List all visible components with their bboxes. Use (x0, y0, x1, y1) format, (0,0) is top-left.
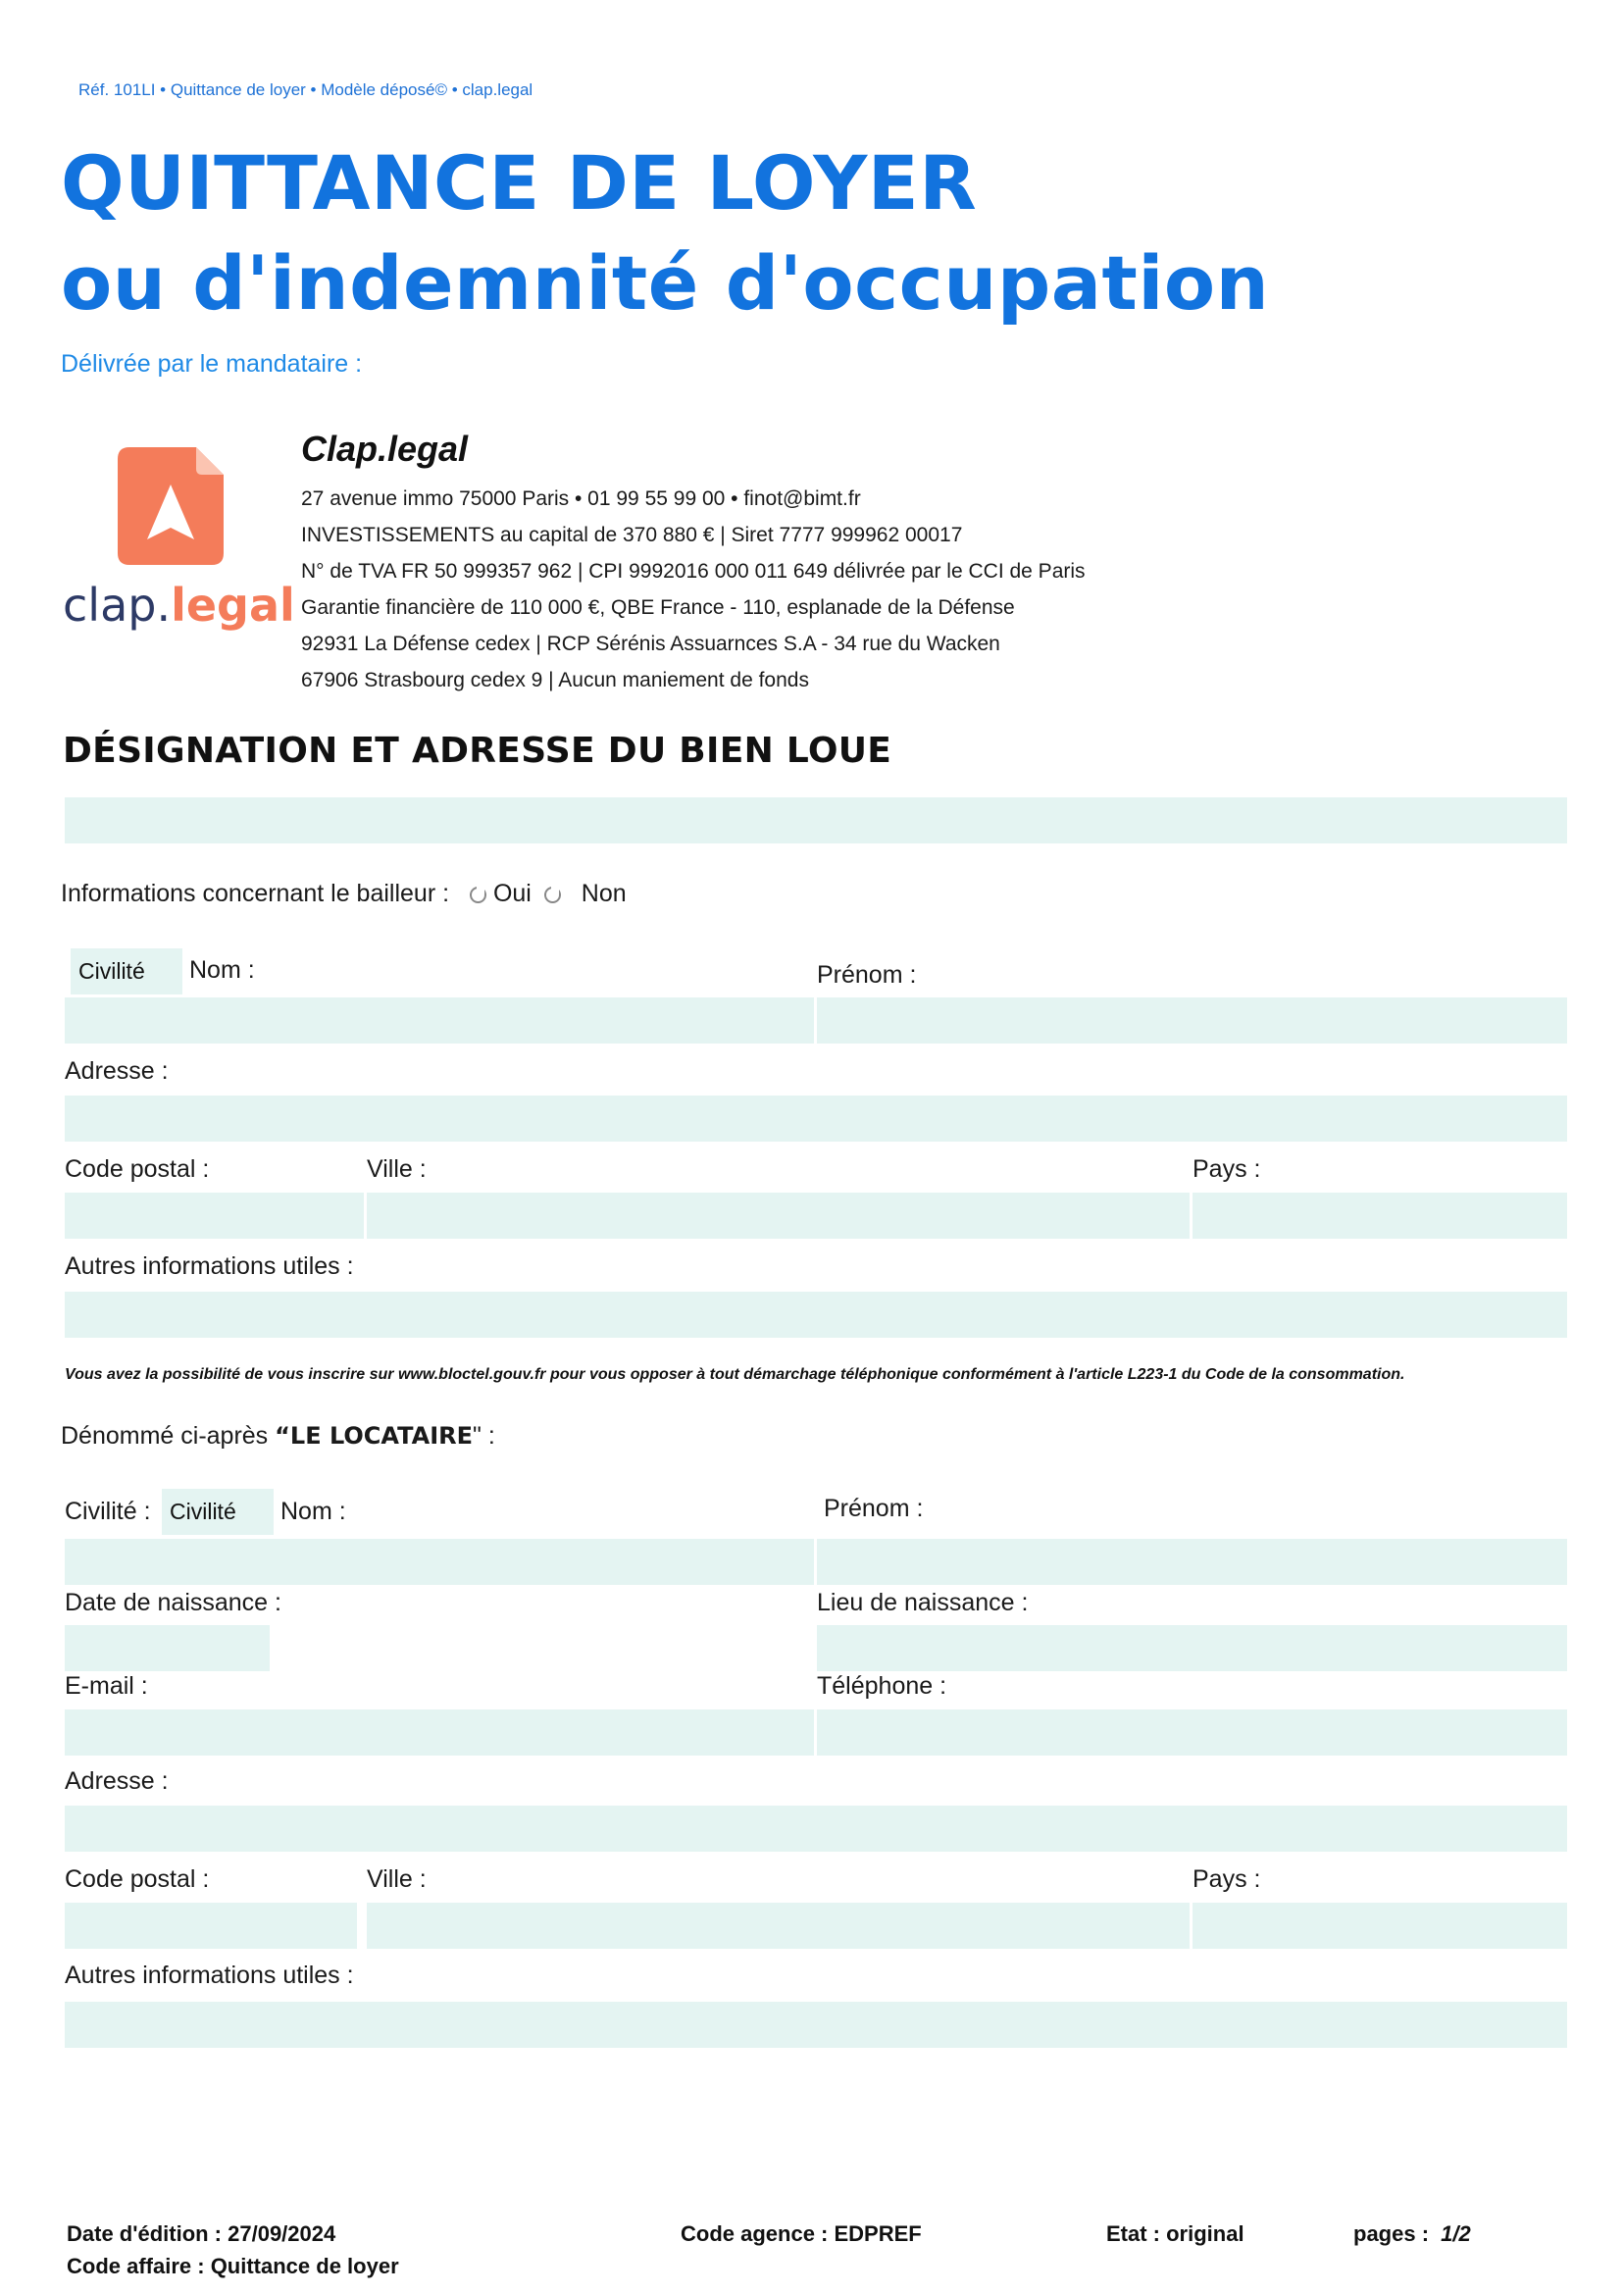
tenant-naissance-label: Date de naissance : (65, 1589, 281, 1616)
logo-text-clap: clap. (63, 579, 172, 632)
agency-name: Clap.legal (301, 429, 469, 469)
landlord-pays-label: Pays : (1193, 1155, 1261, 1183)
tenant-lieu-label: Lieu de naissance : (817, 1589, 1029, 1616)
landlord-civilite-select[interactable]: Civilité (71, 948, 182, 994)
clap-legal-logo (61, 443, 295, 639)
tenant-code-postal-label: Code postal : (65, 1865, 210, 1893)
landlord-nom-label: Nom : (189, 956, 255, 984)
agency-line-1: 27 avenue immo 75000 Paris • 01 99 55 99 00 • finot@bimt.fr (301, 487, 861, 510)
tenant-prenom-field[interactable] (817, 1539, 1567, 1585)
landlord-prenom-field[interactable] (817, 997, 1567, 1044)
footer-pages-value: 1/2 (1441, 2221, 1471, 2246)
agency-line-5: 92931 La Défense cedex | RCP Sérénis Assuarnces S.A - 34 rue du Wacken (301, 633, 1000, 655)
landlord-info-line (61, 880, 627, 908)
tenant-intro-name: “LE LOCATAIRE (275, 1422, 474, 1450)
landlord-ville-field[interactable] (367, 1193, 1190, 1239)
radio-oui-label: Oui (492, 880, 532, 907)
agency-line-3: N° de TVA FR 50 999357 962 | CPI 9992016 000 011 649 délivrée par le CCI de Paris (301, 560, 1086, 583)
tenant-autres-field[interactable] (65, 2002, 1567, 2048)
radio-oui[interactable] (470, 887, 486, 903)
footer-date-edition: Date d'édition : 27/09/2024 (67, 2221, 336, 2246)
document-title: QUITTANCE DE LOYER (61, 139, 978, 227)
tenant-intro (61, 1422, 495, 1451)
tenant-prenom-label: Prénom : (824, 1495, 924, 1522)
bloctel-notice: Vous avez la possibilité de vous inscrire sur www.bloctel.gouv.fr pour vous opposer à tout démarchage téléphonique conformément à l'article L223-1 du Code de la consommation. (65, 1366, 1405, 1383)
tenant-civilite-label: Civilité : (65, 1498, 151, 1525)
property-address-field[interactable] (65, 797, 1567, 843)
tenant-email-field[interactable] (65, 1709, 814, 1756)
agency-line-4: Garantie financière de 110 000 €, QBE France - 110, esplanade de la Défense (301, 596, 1015, 619)
tenant-intro-prefix: Dénommé ci-après (61, 1422, 276, 1450)
footer-code-agence: Code agence : EDPREF (681, 2221, 922, 2246)
footer-etat: Etat : original (1106, 2221, 1244, 2246)
footer-pages-label: pages : (1353, 2221, 1430, 2246)
tenant-adresse-label: Adresse : (65, 1767, 169, 1795)
landlord-adresse-label: Adresse : (65, 1057, 169, 1085)
reference-line: Réf. 101LI • Quittance de loyer • Modèle déposé© • clap.legal (78, 80, 533, 99)
agency-line-2: INVESTISSEMENTS au capital de 370 880 € | Siret 7777 999962 00017 (301, 524, 963, 546)
tenant-code-postal-field[interactable] (65, 1903, 357, 1949)
tenant-civilite-select[interactable]: Civilité (162, 1489, 274, 1535)
tenant-telephone-label: Téléphone : (817, 1672, 947, 1700)
tenant-telephone-field[interactable] (817, 1709, 1567, 1756)
tenant-ville-field[interactable] (367, 1903, 1190, 1949)
footer-pages (1353, 2221, 1471, 2247)
document-subtitle-title: ou d'indemnité d'occupation (61, 239, 1270, 327)
tenant-pays-label: Pays : (1193, 1865, 1261, 1893)
landlord-info-label: Informations concernant le bailleur : (61, 880, 450, 907)
tenant-nom-label: Nom : (280, 1498, 346, 1525)
tenant-naissance-field[interactable] (65, 1625, 270, 1671)
landlord-code-postal-label: Code postal : (65, 1155, 210, 1183)
tenant-pays-field[interactable] (1193, 1903, 1567, 1949)
tenant-ville-label: Ville : (367, 1865, 427, 1893)
delivered-by-label: Délivrée par le mandataire : (61, 350, 363, 378)
landlord-code-postal-field[interactable] (65, 1193, 364, 1239)
footer-code-affaire: Code affaire : Quittance de loyer (67, 2254, 399, 2278)
agency-line-6: 67906 Strasbourg cedex 9 | Aucun maniement de fonds (301, 669, 809, 691)
landlord-prenom-label: Prénom : (817, 961, 917, 989)
radio-non-label: Non (581, 880, 627, 907)
property-section-title: DÉSIGNATION ET ADRESSE DU BIEN LOUE (63, 731, 892, 771)
landlord-adresse-field[interactable] (65, 1096, 1567, 1142)
tenant-lieu-field[interactable] (817, 1625, 1567, 1671)
landlord-pays-field[interactable] (1193, 1193, 1567, 1239)
logo-wordmark (63, 579, 295, 632)
landlord-ville-label: Ville : (367, 1155, 427, 1183)
logo-text-legal: legal (171, 579, 295, 632)
tenant-nom-field[interactable] (65, 1539, 814, 1585)
landlord-autres-label: Autres informations utiles : (65, 1252, 354, 1280)
tenant-adresse-field[interactable] (65, 1806, 1567, 1852)
radio-non[interactable] (544, 887, 561, 903)
tenant-intro-suffix: " : (473, 1422, 495, 1450)
landlord-autres-field[interactable] (65, 1292, 1567, 1338)
landlord-nom-field[interactable] (65, 997, 814, 1044)
tenant-autres-label: Autres informations utiles : (65, 1962, 354, 1989)
tenant-email-label: E-mail : (65, 1672, 148, 1700)
